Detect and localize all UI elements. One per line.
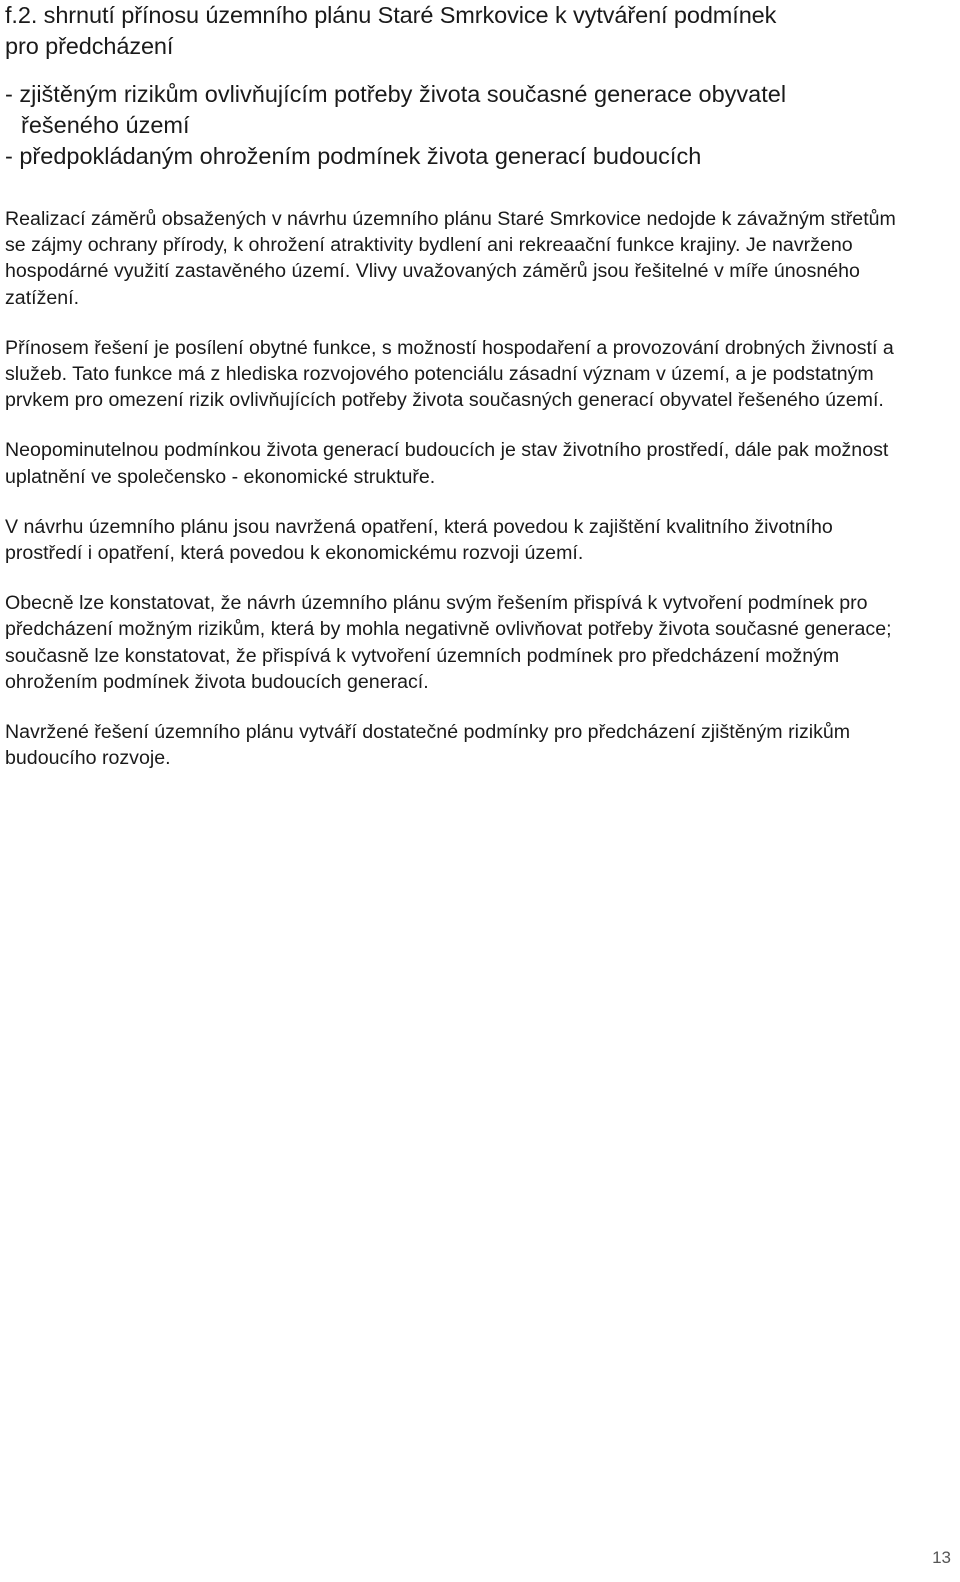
paragraph-6: Navržené řešení územního plánu vytváří dostatečné podmínky pro předcházení zjištěným rizikům budoucího rozvoje. <box>5 721 851 770</box>
paragraph-5: Obecně lze konstatovat, že návrh územního plánu svým řešením přispívá k vytvoření podmínek pro předcházení možným rizikům, která by mohla negativně ovlivňovat potřeby života současné generace; současně lze konstatovat, že přispívá k vytvoření územních podmínek pro předcházení možným ohrožením podmínek života budoucích generací. <box>5 592 892 693</box>
bullet-item-1: - zjištěným rizikům ovlivňujícím potřeby života současné generace obyvatel <box>5 81 787 107</box>
bullet-item-2: - předpokládaným ohrožením podmínek života generací budoucích <box>5 143 702 169</box>
bullet-item-1-continuation: řešeného území <box>21 112 190 138</box>
paragraph-1: Realizací záměrů obsažených v návrhu územního plánu Staré Smrkovice nedojde k závažným střetům se zájmy ochrany přírody, k ohrožení atraktivity bydlení ani rekreaační funkce krajiny. Je navrženo hospodárné využití zastavěného území. Vlivy uvažovaných záměrů jsou řešitelné v míře únosného zatížení. <box>5 208 896 309</box>
paragraph-2: Přínosem řešení je posílení obytné funkce, s možností hospodaření a provozování drobných živností a služeb. Tato funkce má z hlediska rozvojového potenciálu zásadní význam v území, a je podstatným prvkem pro omezení rizik ovlivňujících potřeby života současných generací obyvatel řešeného území. <box>5 336 894 412</box>
section-heading-line-1: f.2. shrnutí přínosu územního plánu Staré Smrkovice k vytváření podmínek <box>5 2 777 28</box>
bullet-list <box>5 79 950 172</box>
section-heading <box>5 0 950 62</box>
paragraph-3: Neopominutelnou podmínkou života generací budoucích je stav životního prostředí, dále pak možnost uplatnění ve společensko - ekonomické struktuře. <box>5 439 889 488</box>
paragraph-4: V návrhu územního plánu jsou navržená opatření, která povedou k zajištění kvalitního životního prostředí i opatření, která povedou k ekonomickému rozvoji území. <box>5 515 833 565</box>
page-number: 13 <box>932 1548 951 1567</box>
section-heading-line-2: pro předcházení <box>5 33 174 59</box>
document-page <box>5 0 950 771</box>
